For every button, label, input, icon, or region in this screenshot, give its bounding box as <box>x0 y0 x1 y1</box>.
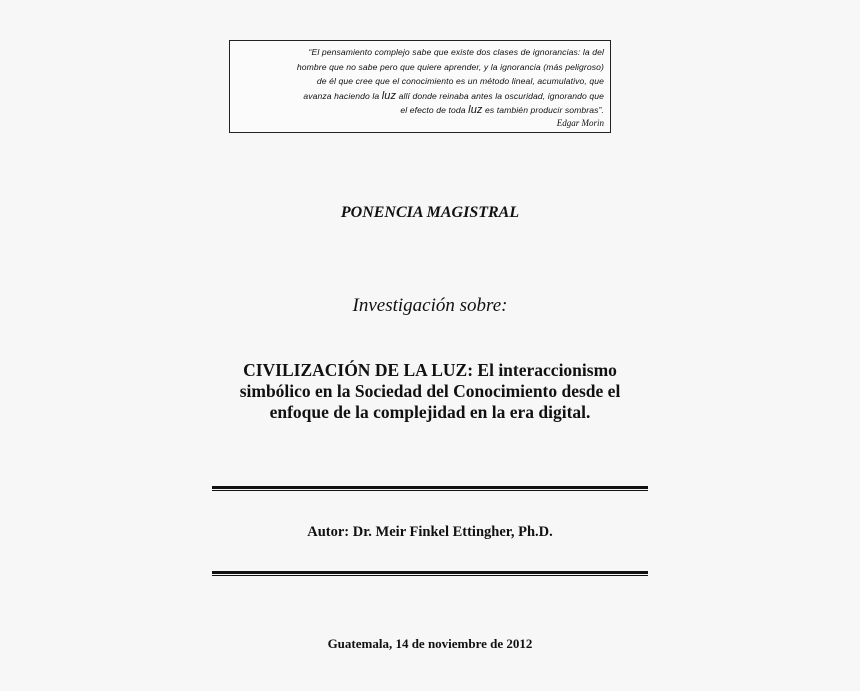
divider-top <box>212 486 648 491</box>
epigraph-line: hombre que no sabe pero que quiere aprender, y la ignorancia (más peligroso) <box>296 61 604 72</box>
title-line: enfoque de la complejidad en la era digital. <box>269 402 591 422</box>
epigraph-text: allí donde reinaba antes la oscuridad, ignorando que <box>398 90 604 101</box>
title-line: CIVILIZACIÓN DE LA LUZ: El interaccionismo <box>243 360 617 380</box>
epigraph-luz-word: luz <box>468 104 483 116</box>
epigraph-line: de él que cree que el conocimiento es un método lineal, acumulativo, que <box>316 76 604 86</box>
document-subtitle: PONENCIA MAGISTRAL <box>340 204 520 221</box>
divider-bottom <box>212 571 648 576</box>
title-line: simbólico en la Sociedad del Conocimiento desde el <box>239 381 621 401</box>
epigraph-line: “El pensamiento complejo sabe que existe dos clases de ignorancias: la del <box>308 47 604 57</box>
epigraph-text: avanza haciendo la <box>303 90 380 101</box>
place-date: Guatemala, 14 de noviembre de 2012 <box>327 636 533 651</box>
epigraph-line <box>236 103 604 118</box>
epigraph-quote <box>236 45 604 118</box>
epigraph-text: es también producir sombras”. <box>485 105 604 115</box>
epigraph-box <box>229 40 611 133</box>
epigraph-luz-word: luz <box>381 89 397 102</box>
author-line: Autor: Dr. Meir Finkel Ettingher, Ph.D. <box>307 524 553 540</box>
epigraph-author: Edgar Morin <box>556 117 604 128</box>
epigraph-line <box>236 89 604 104</box>
document-title <box>0 360 860 423</box>
research-heading: Investigación sobre: <box>352 295 508 316</box>
epigraph-text: el efecto de toda <box>400 105 466 115</box>
